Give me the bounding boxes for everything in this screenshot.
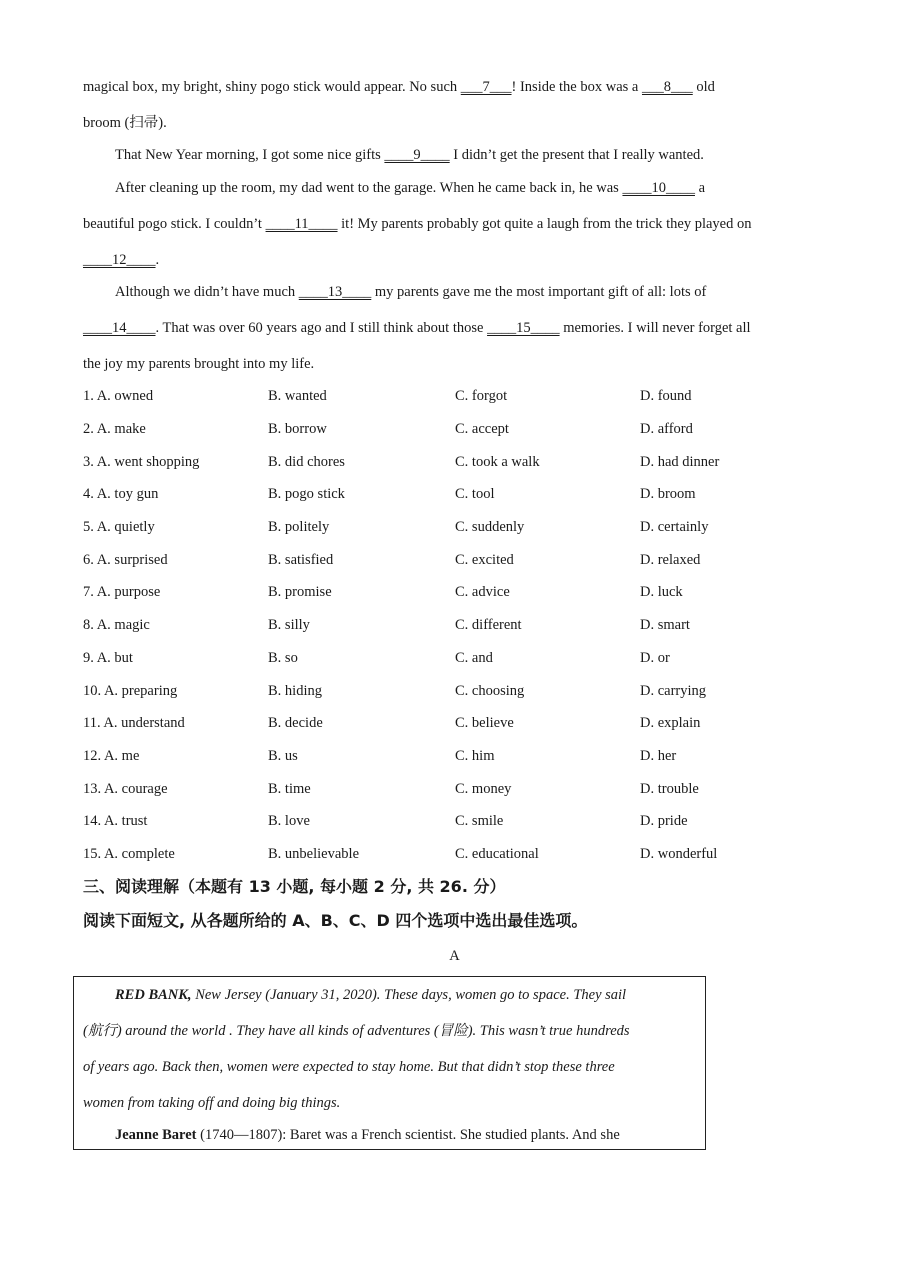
option-a: 7. A. purpose (83, 584, 161, 600)
section-instruction: 阅读下面短文, 从各题所给的 A、B、C、D 四个选项中选出最佳选项。 (83, 911, 588, 930)
box-line-1 (115, 985, 626, 1005)
box-line-4: women from taking off and doing big things. (83, 1095, 341, 1111)
blank-11: ____11____ (265, 216, 338, 232)
option-b: B. did chores (268, 454, 345, 470)
option-row (83, 419, 843, 439)
option-b: B. love (268, 813, 310, 829)
option-c: C. believe (455, 715, 514, 731)
option-b: B. us (268, 748, 298, 764)
option-c: C. and (455, 650, 493, 666)
box-line-3: of years ago. Back then, women were expected to stay home. But that didn’t stop these three (83, 1059, 615, 1075)
option-d: D. trouble (640, 781, 699, 797)
option-a: 4. A. toy gun (83, 486, 159, 502)
option-b: B. politely (268, 519, 330, 535)
option-row (83, 713, 843, 733)
option-c: C. choosing (455, 683, 525, 699)
passage-line-9 (83, 354, 829, 374)
option-b: B. time (268, 781, 311, 797)
option-c: C. money (455, 781, 512, 797)
passage-text: magical box, my bright, shiny pogo stick would appear. No such (83, 79, 461, 95)
option-b: B. unbelievable (268, 846, 360, 862)
dateline: RED BANK, (115, 987, 192, 1003)
option-d: D. found (640, 388, 692, 404)
option-d: D. smart (640, 617, 690, 633)
option-c: C. forgot (455, 388, 508, 404)
passage-line-1 (83, 77, 829, 97)
option-c: C. tool (455, 486, 495, 502)
option-b: B. hiding (268, 683, 322, 699)
option-row (83, 582, 843, 602)
blank-8: ___8___ (641, 79, 693, 95)
passage-text: memories. I will never forget all (559, 320, 751, 336)
option-row (83, 484, 843, 504)
option-d: D. had dinner (640, 454, 720, 470)
option-a: 12. A. me (83, 748, 140, 764)
option-row (83, 844, 843, 864)
blank-9: ____9____ (384, 147, 450, 163)
option-row (83, 550, 843, 570)
option-c: C. accept (455, 421, 509, 437)
option-c: C. took a walk (455, 454, 540, 470)
option-a: 5. A. quietly (83, 519, 155, 535)
option-d: D. afford (640, 421, 693, 437)
option-c: C. advice (455, 584, 510, 600)
option-a: 15. A. complete (83, 846, 175, 862)
option-a: 9. A. but (83, 650, 133, 666)
passage-line-4 (115, 178, 829, 198)
passage-text: . That was over 60 years ago and I still think about those (155, 320, 488, 336)
option-row (83, 452, 843, 472)
passage-text: my parents gave me the most important gift of all: lots of (371, 284, 707, 300)
option-d: D. explain (640, 715, 701, 731)
passage-text: Although we didn’t have much (115, 284, 299, 300)
passage-line-8 (83, 318, 829, 338)
box-line-2: (航行) around the world . They have all kinds of adventures (冒险). This wasn’t true hundreds (83, 1023, 630, 1039)
option-d: D. her (640, 748, 677, 764)
option-b: B. wanted (268, 388, 327, 404)
option-a: 13. A. courage (83, 781, 168, 797)
option-d: D. broom (640, 486, 696, 502)
passage-text: I didn’t get the present that I really wanted. (449, 147, 704, 163)
blank-15: ____15____ (487, 320, 560, 336)
option-d: D. carrying (640, 683, 707, 699)
option-c: C. him (455, 748, 495, 764)
passage-text: After cleaning up the room, my dad went to the garage. When he came back in, he was (115, 180, 623, 196)
option-b: B. promise (268, 584, 332, 600)
option-c: C. suddenly (455, 519, 525, 535)
option-b: B. satisfied (268, 552, 334, 568)
passage-text: old (692, 79, 715, 95)
option-d: D. luck (640, 584, 683, 600)
blank-13: ____13____ (298, 284, 372, 300)
passage-text: beautiful pogo stick. I couldn’t (83, 216, 266, 232)
reading-passage-box (73, 976, 706, 1150)
blank-10: ____10____ (622, 180, 695, 196)
option-a: 1. A. owned (83, 388, 154, 404)
option-row (83, 681, 843, 701)
option-c: C. excited (455, 552, 514, 568)
option-c: C. smile (455, 813, 504, 829)
section-title: 三、阅读理解（本题有 13 小题, 每小题 2 分, 共 26. 分） (83, 877, 506, 896)
option-row (83, 648, 843, 668)
passage-text: That New Year morning, I got some nice gifts (115, 147, 385, 163)
option-c: C. educational (455, 846, 539, 862)
option-a: 6. A. surprised (83, 552, 168, 568)
option-d: D. pride (640, 813, 688, 829)
option-a: 8. A. magic (83, 617, 150, 633)
option-b: B. so (268, 650, 298, 666)
option-row (83, 386, 843, 406)
option-a: 2. A. make (83, 421, 146, 437)
option-b: B. decide (268, 715, 323, 731)
option-b: B. pogo stick (268, 486, 345, 502)
passage-text: the joy my parents brought into my life. (83, 356, 315, 372)
option-row (83, 746, 843, 766)
passage-line-5 (83, 214, 829, 234)
part-label: A (449, 948, 460, 964)
blank-12: ____12____ (83, 252, 156, 268)
passage-text: . (155, 252, 160, 268)
passage-line-7 (115, 282, 829, 302)
passage-text: ! Inside the box was a (511, 79, 642, 95)
passage-text: it! My parents probably got quite a laugh from the trick they played on (337, 216, 752, 232)
passage-line-3 (115, 145, 829, 165)
option-row (83, 517, 843, 537)
option-d: D. or (640, 650, 670, 666)
option-a: 10. A. preparing (83, 683, 178, 699)
person-name: Jeanne Baret (115, 1127, 197, 1143)
option-a: 14. A. trust (83, 813, 148, 829)
option-a: 11. A. understand (83, 715, 185, 731)
option-b: B. borrow (268, 421, 327, 437)
box-text: New Jersey (January 31, 2020). These days, women go to space. They sail (191, 987, 627, 1003)
blank-14: ____14____ (83, 320, 156, 336)
option-d: D. relaxed (640, 552, 701, 568)
box-line-5 (115, 1125, 620, 1145)
option-row (83, 811, 843, 831)
option-a: 3. A. went shopping (83, 454, 200, 470)
option-d: D. wonderful (640, 846, 718, 862)
blank-7: ___7___ (460, 79, 512, 95)
option-d: D. certainly (640, 519, 709, 535)
passage-line-6 (83, 250, 829, 270)
passage-line-2 (83, 113, 829, 133)
box-text: (1740—1807): Baret was a French scientist. She studied plants. And she (196, 1127, 620, 1143)
option-b: B. silly (268, 617, 310, 633)
option-row (83, 615, 843, 635)
passage-text: a (694, 180, 706, 196)
option-row (83, 779, 843, 799)
passage-text: broom (扫帚). (83, 115, 167, 131)
option-c: C. different (455, 617, 522, 633)
